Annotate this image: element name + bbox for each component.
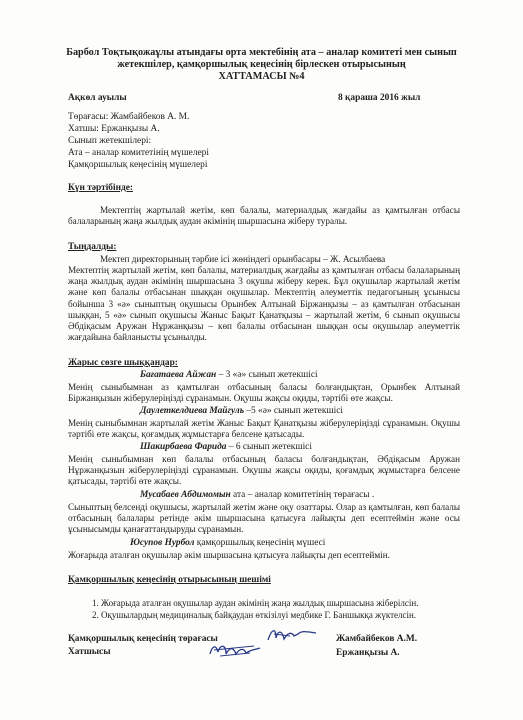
attendee-chair: Төрағасы: Жамбайбеков А. М. [68,112,190,122]
speaker-3-name: Шакирбаева Фарида [140,442,227,452]
agenda-text: Мектептің жартылай жетім, көп балалы, материалдық жағдайы аз қамтылған отбасы балаларының жаңа жылдық аудан әкімінің шыршасына жіберу туралы. [68,205,460,227]
speaker-3-text: Менің сыныбымнан көп балалы отбасының баласы болғандықтан, Әбдіқасым Аружан Нұржанқызын жіберулеріңізді сұранамын. Оқушы жақсы оқиды, қоғамдық жұмыстарға белсене қатысады, тәртібі өте жақсы. [68,454,460,487]
heard-speaker: Мектеп директорының тәрбие ісі жөніндегі орынбасары – Ж. Асылбаева [100,254,386,264]
heard-title: Тыңдалды: [68,242,117,252]
attendee-parents: Ата – аналар комитетінің мүшелері [68,148,209,158]
decision-item-1: 1. Жоғарыда аталған оқушылар аудан әкімінің жаңа жылдық шыршасына жіберілсін. [92,598,419,608]
speaker-2-role: –5 «ә» сынып жетекшісі [243,406,343,416]
speaker-5-text: Жоғарыда аталған оқушылар әкім шыршасына қатысуға лайықты деп есептеймін. [68,550,390,560]
secretary-signature-label: Хатшысы [68,647,111,657]
speaker-5-heading [130,538,325,550]
document-title: ХАТТАМАСЫ №4 [218,71,305,82]
speaker-4-name: Мусабаев Абдимомын [140,490,231,500]
header-line-1: Барбол Тоқтықожаұлы атындағы орта мектебінің ата – аналар комитеті мен сынып [66,47,457,58]
speaker-5-name: Юсупов Нурбол [130,538,195,548]
header-line-2: жетекшілер, қамқоршылық кеңесінің бірлескен отырысының [117,59,406,70]
speaker-2-text: Менің сыныбымнан жартылай жетім Жаныс Бақыт Қанатқызы жіберулеріңізді сұранамын. Оқушы тәртібі өте жақсы, қоғамдық жұмыстарға белсене қатысады. [68,418,460,440]
decision-item-2: 2. Оқушылардың медициналық байқаудан өткізілуі медбике Г. Баншыкқа жүктелсін. [92,610,417,620]
decision-title: Қамқоршылық кеңесінің отырысының шешімі [68,575,271,585]
attendee-council: Қамқоршылық кеңесінің мүшелері [68,160,208,170]
attendee-teachers: Сынып жетекшілері: [68,136,152,146]
speaker-4-heading [140,490,374,502]
chair-signature-label: Қамқоршылық кеңесінің төрағасы [68,634,218,644]
speaker-2-name: Даулеткелдиева Майгуль [140,406,244,416]
speaker-1-name: Бағатаева Айжан [140,370,217,380]
secretary-signature [206,638,266,662]
attendee-secretary: Хатшы: Ержанқызы А. [68,124,160,134]
place: Ақкөл ауылы [68,93,127,103]
date: 8 қараша 2016 жыл [338,93,421,103]
speaker-4-text: Сыныптың белсенді оқушысы, жартылай жетім және оқу озаттары. Олар аз қамтылған, көп балалы отбасының балалары ретінде әкім шыршасына қатысуға лайықты деп есептеймін және осы ұсынысымды қанағаттандыруды сұранамын. [68,502,460,535]
speaker-3-role: – 6 сынып жетекшісі [226,442,312,452]
chair-signature [264,624,320,646]
agenda-title: Күн тәртібінде: [68,183,134,193]
speaker-1-role: – 3 «ә» сынып жетекшісі [216,370,318,380]
speaker-1-heading [140,370,318,382]
speaker-1-text: Менің сыныбымнан аз қамтылған отбасының баласы болғандықтан, Орынбек Алтынай Біржанқызын жіберулеріңізді сұранамын. Оқушы жақсы оқиды, тәртібі өте жақсы. [68,382,460,404]
secretary-name: Ержанқызы А. [336,648,400,658]
heard-text: Мектептің жартылай жетім, көп балалы, материалдық жағдайы аз қамтылған отбасы балаларының жаңа жылдық аудан әкімінің шыршасына 3 оқушы жіберу керек. Бұл оқушылар жартылай жетім және көп балалы отбасынан шыққан оқушылар. Мектептің әлеуметтік педагогының ұсынысы бойынша 3 «ә» сыныптың оқушысы Орынбек Алтынай Біржанқызы – аз қамтылған отбасынан шыққан, 5 «ә» сынып оқушысы Жаныс Бақыт Қанатқызы – жартылай жетім, 6 сынып оқушысы Әбдіқасым Аружан Нұржанқызы – көп балалы отбасынан шыққан осы оқушылар әлеуметтік жағдайына байланысты ұсынылды. [68,265,460,343]
speaker-3-heading [140,442,312,454]
speaker-2-heading [140,406,343,418]
speakers-title: Жарыс сөзге шыққандар: [68,358,178,368]
chair-name: Жамбайбеков А.М. [336,634,418,644]
speaker-4-role: ата – аналар комитетінің төрағасы . [230,490,375,500]
speaker-5-role: қамқоршылық кеңесінің мүшесі [194,538,326,548]
